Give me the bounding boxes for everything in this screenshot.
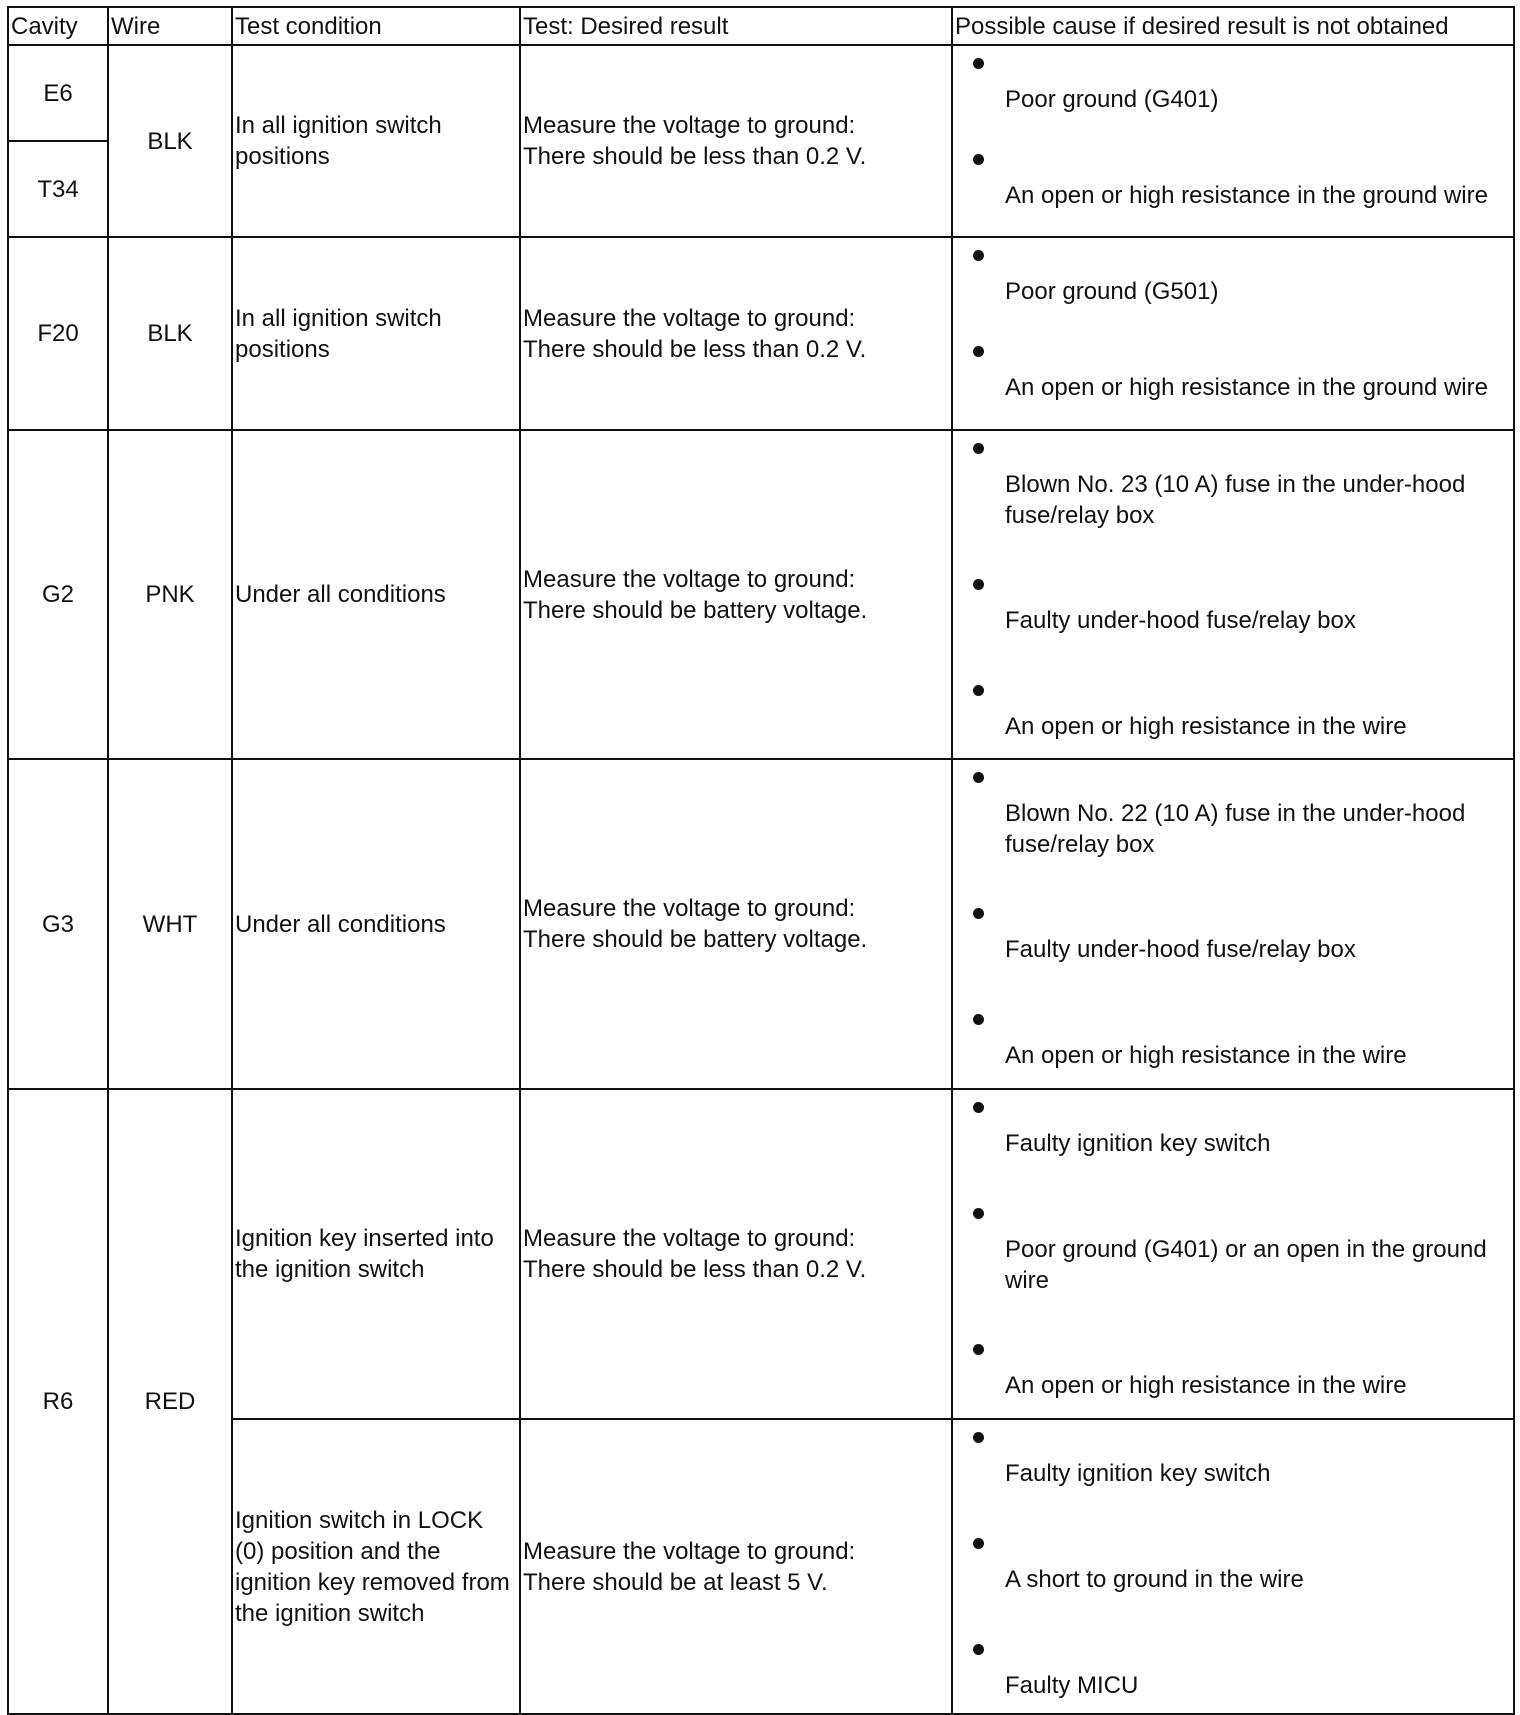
result-line: Measure the voltage to ground: <box>523 1537 856 1565</box>
result-cell <box>520 759 952 1089</box>
cavity-cell: G3 <box>8 759 108 1089</box>
bullet-icon <box>973 1196 1513 1214</box>
bullet-icon <box>973 1632 1513 1650</box>
result-line: Measure the voltage to ground: <box>523 304 856 332</box>
cause-text: An open or high resistance in the wire <box>1005 1042 1407 1069</box>
cause-item <box>973 46 1513 142</box>
bullet-icon <box>973 1420 1513 1438</box>
cavity-cell: G2 <box>8 430 108 759</box>
cause-text: Blown No. 23 (10 A) fuse in the under-hood fuse/relay box <box>1005 471 1466 529</box>
causes-cell <box>952 237 1514 430</box>
bullet-icon <box>973 673 1513 691</box>
table-row <box>8 1419 1514 1714</box>
result-line: Measure the voltage to ground: <box>523 1225 856 1252</box>
bullet-icon <box>973 760 1513 778</box>
cause-item <box>973 567 1513 673</box>
bullet-icon <box>973 1526 1513 1544</box>
bullet-icon <box>973 238 1513 256</box>
condition-cell: Ignition switch in LOCK (0) position and the ignition key removed from the ignition switch <box>232 1419 520 1714</box>
table-row <box>8 45 1514 141</box>
condition-cell: Ignition key inserted into the ignition switch <box>232 1089 520 1419</box>
result-line: There should be at least 5 V. <box>523 1568 828 1596</box>
bullet-icon <box>973 896 1513 914</box>
cause-text: Poor ground (G401) or an open in the ground wire <box>1005 1236 1487 1294</box>
cause-text: Faulty under-hood fuse/relay box <box>1005 607 1356 634</box>
cause-item <box>973 1332 1513 1401</box>
cause-item <box>973 1526 1513 1632</box>
condition-cell: Under all conditions <box>232 759 520 1089</box>
wire-cell: PNK <box>108 430 232 759</box>
cause-item <box>973 238 1513 334</box>
cause-item <box>973 760 1513 896</box>
cavity-cell: R6 <box>8 1089 108 1714</box>
cause-text: An open or high resistance in the ground wire <box>1005 374 1488 401</box>
header-wire: Wire <box>108 7 232 45</box>
bullet-icon <box>973 1332 1513 1350</box>
result-line: There should be less than 0.2 V. <box>523 1256 867 1283</box>
cause-item <box>973 1090 1513 1196</box>
causes-cell <box>952 759 1514 1089</box>
header-cavity: Cavity <box>8 7 108 45</box>
cause-text: Blown No. 22 (10 A) fuse in the under-hood fuse/relay box <box>1005 800 1466 858</box>
cause-item <box>973 1196 1513 1332</box>
table-row <box>8 1089 1514 1419</box>
causes-cell <box>952 1089 1514 1419</box>
wire-cell: RED <box>108 1089 232 1714</box>
cause-text: An open or high resistance in the wire <box>1005 1372 1407 1399</box>
cause-text: Poor ground (G501) <box>1005 278 1219 305</box>
header-row <box>8 7 1514 45</box>
cavity-cell: T34 <box>8 141 108 237</box>
cause-text: Poor ground (G401) <box>1005 86 1219 113</box>
result-line: There should be battery voltage. <box>523 926 868 953</box>
causes-cell <box>952 430 1514 759</box>
result-cell <box>520 45 952 237</box>
bullet-icon <box>973 567 1513 585</box>
result-cell <box>520 1419 952 1714</box>
bullet-icon <box>973 142 1513 160</box>
cause-item <box>973 896 1513 1002</box>
cause-item <box>973 673 1513 742</box>
diagnostic-table <box>7 6 1515 1715</box>
wire-cell: BLK <box>108 237 232 430</box>
causes-cell <box>952 1419 1514 1714</box>
bullet-icon <box>973 334 1513 352</box>
table-row <box>8 759 1514 1089</box>
result-cell <box>520 237 952 430</box>
result-line: There should be battery voltage. <box>523 596 868 624</box>
header-cause: Possible cause if desired result is not obtained <box>952 7 1514 45</box>
cavity-cell: F20 <box>8 237 108 430</box>
cause-text: An open or high resistance in the wire <box>1005 713 1407 740</box>
header-condition: Test condition <box>232 7 520 45</box>
wire-cell: BLK <box>108 45 232 237</box>
cause-text: Faulty ignition key switch <box>1005 1130 1271 1157</box>
cause-text: A short to ground in the wire <box>1005 1566 1304 1593</box>
cause-item <box>973 1420 1513 1526</box>
result-line: There should be less than 0.2 V. <box>523 335 867 363</box>
condition-cell: In all ignition switch positions <box>232 237 520 430</box>
bullet-icon <box>973 1090 1513 1108</box>
cause-item <box>973 334 1513 403</box>
cause-text: An open or high resistance in the ground wire <box>1005 182 1488 209</box>
table-row <box>8 237 1514 430</box>
causes-cell <box>952 45 1514 237</box>
cause-item <box>973 1002 1513 1071</box>
wire-cell: WHT <box>108 759 232 1089</box>
condition-cell: Under all conditions <box>232 430 520 759</box>
cause-text: Faulty ignition key switch <box>1005 1460 1271 1487</box>
table-row <box>8 430 1514 759</box>
bullet-icon <box>973 46 1513 64</box>
cause-text: Faulty under-hood fuse/relay box <box>1005 936 1356 963</box>
bullet-icon <box>973 431 1513 449</box>
diagnostic-table-document <box>7 6 1513 1705</box>
condition-cell: In all ignition switch positions <box>232 45 520 237</box>
cause-item <box>973 431 1513 567</box>
result-line: Measure the voltage to ground: <box>523 895 856 922</box>
cause-text: Faulty MICU <box>1005 1672 1139 1699</box>
result-line: Measure the voltage to ground: <box>523 565 856 593</box>
bullet-icon <box>973 1002 1513 1020</box>
header-result: Test: Desired result <box>520 7 952 45</box>
cavity-cell: E6 <box>8 45 108 141</box>
result-line: There should be less than 0.2 V. <box>523 143 867 170</box>
result-line: Measure the voltage to ground: <box>523 112 856 139</box>
cause-item <box>973 1632 1513 1701</box>
cause-item <box>973 142 1513 211</box>
result-cell <box>520 1089 952 1419</box>
result-cell <box>520 430 952 759</box>
